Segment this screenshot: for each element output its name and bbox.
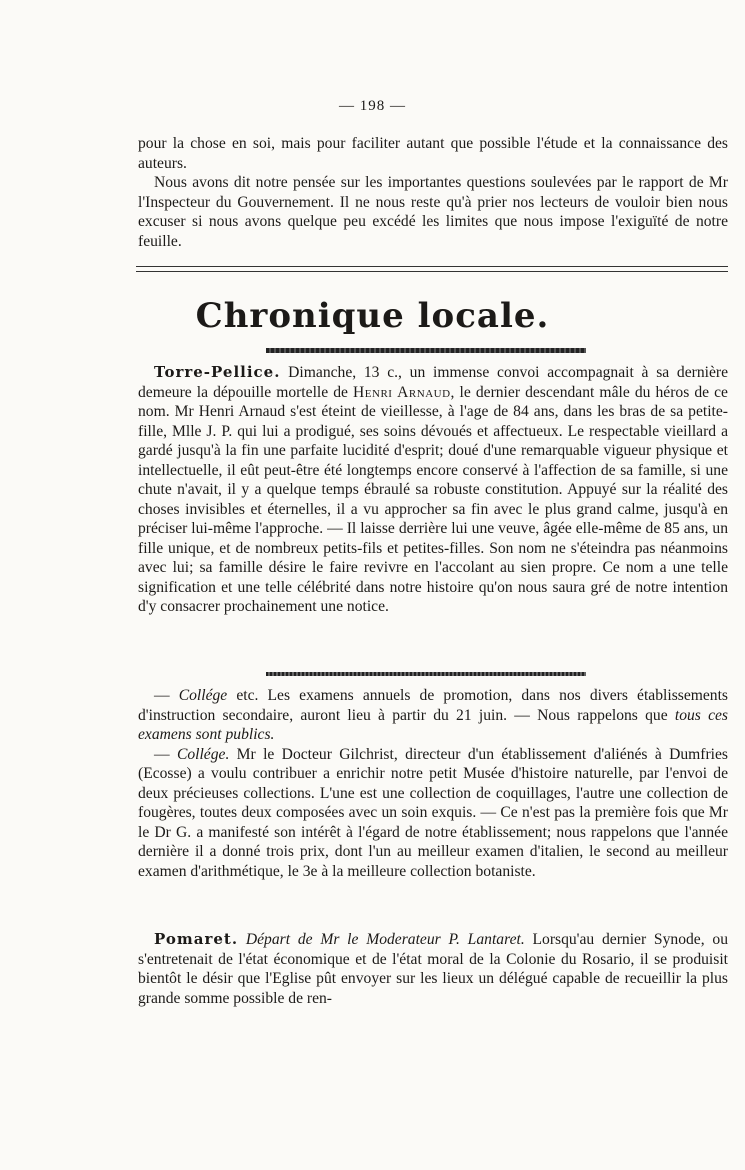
intro-text xyxy=(138,134,728,251)
college2-text: Mr le Docteur Gilchrist, directeur d'un établissement d'aliénés à Dumfries (Ecosse) a voulu contribuer a enrichir notre petit Musée d'histoire naturelle, par l'envoi de deux précieuses collections. L'une est une collection de coquillages, l'autre une collection de fougères, toutes deux composées avec un soin exquis. — Ce n'est pas la première fois que Mr le Dr G. a manifesté son intérêt à l'égard de notre établissement; nous rappelons que l'année dernière il a donné trois prix, dont l'un au meilleur examen d'italien, le second au meilleur examen d'arithmétique, le 3e à la meilleure collection botaniste. xyxy=(138,745,728,880)
pomaret-paragraph xyxy=(138,930,728,1008)
pomaret-text: Lorsqu'au dernier Synode, ou s'entretenait de l'état économique et de l'état moral de la Colonie du Rosario, il se produisit bientôt le désir que l'Eglise pût envoyer sur les lieux un délégué capable de recueillir la plus grande somme possible de ren- xyxy=(138,931,728,1007)
place-heading-pomaret: Pomaret. xyxy=(154,930,239,948)
person-name: Henri Arnaud xyxy=(353,383,451,401)
intro-paragraph-1: pour la chose en soi, mais pour faciliter autant que possible l'étude et la connaissance des auteurs. xyxy=(138,135,728,172)
torre-text-1: Dimanche, 13 c., un immense convoi accompagnait à sa dernière demeure la dépouille mortelle de xyxy=(138,364,728,401)
college2-lead: — xyxy=(154,745,177,763)
college-paragraph-1 xyxy=(138,686,728,745)
college-notes xyxy=(138,686,728,881)
pomaret-article xyxy=(138,930,728,1008)
section-title: Chronique locale. xyxy=(195,296,550,336)
torre-pellice-paragraph xyxy=(138,363,728,617)
college1-emphasis: tous ces examens sont publics. xyxy=(138,706,729,743)
college1-text-1: etc. Les examens annuels de promotion, dans nos divers établissements d'instruction secondaire, auront lieu à partir du 21 juin. — Nous rappelons que xyxy=(138,687,728,724)
torre-pellice-article xyxy=(138,363,728,617)
article-divider xyxy=(266,672,586,676)
college-paragraph-2 xyxy=(138,745,728,882)
page-number: — 198 — xyxy=(339,98,406,114)
college1-lead: — xyxy=(154,687,179,704)
intro-paragraph-2: Nous avons dit notre pensée sur les importantes questions soulevées par le rapport de Mr l'Inspecteur du Gouvernement. Il ne nous reste qu'à prier nos lecteurs de vouloir bien nous excuser si nous avons quelque peu excédé les limites que nous impose l'exiguïté de notre feuille. xyxy=(138,174,728,250)
section-divider xyxy=(136,266,728,272)
torre-text-2: , le dernier descendant mâle du héros de ce nom. Mr Henri Arnaud s'est éteint de vieillesse, à l'age de 84 ans, dans les bras de sa petite-fille, Mlle J. P. qui lui a prodigué, ses soins dévoués et affectueux. Le respectable vieillard a gardé jusqu'à la fin une parfaite lucidité d'esprit; doué d'une remarquable vigueur physique et intellectuelle, il eût peut-être été longtemps encore conservé à l'affection de sa famille, si une chute n'avait, il y a quelque temps ébraulé sa robuste constitution. Appuyé sur la réalité des choses invisibles et éternelles, il a vu approcher sa fin avec le plus grand calme, jusqu'à en préciser lui-même l'approche. — Il laisse derrière lui une veuve, âgée elle-même de 85 ans, un fille unique, et de nombreux petits-fils et petites-filles. Son nom ne s'éteindra pas néanmoins avec lui; sa famille désire le faire revivre en l'accolant au sien propre. Ce nom a une telle signification et une telle célébrité dans notre histoire qu'on nous saura gré de notre intention d'y consacrer prochainement une notice. xyxy=(138,383,728,615)
title-underline xyxy=(266,348,586,353)
place-heading-torre-pellice: Torre-Pellice. xyxy=(154,363,281,381)
college1-label: Collége xyxy=(178,687,228,704)
college2-label: Collége. xyxy=(176,745,230,763)
pomaret-emphasis: Départ de Mr le Moderateur P. Lantaret. xyxy=(238,931,525,948)
